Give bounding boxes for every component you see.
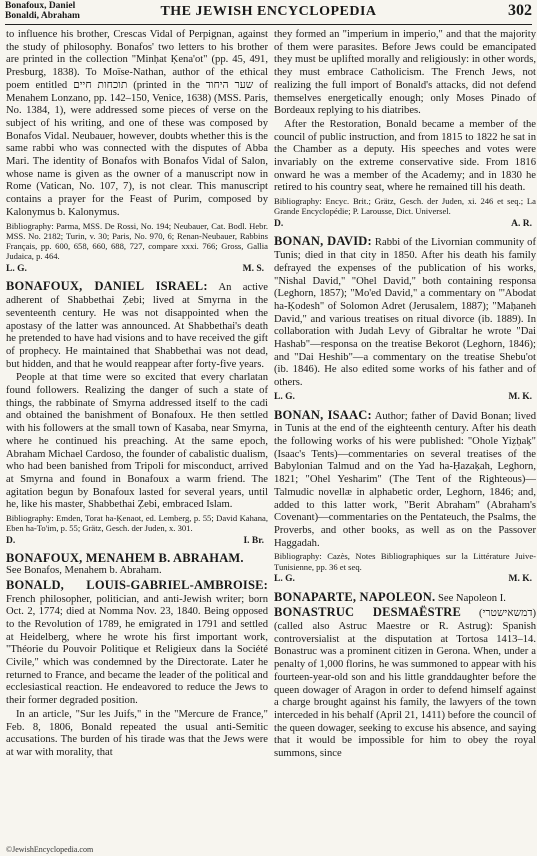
bibliography: Bibliography: Encyc. Brit.; Grätz, Gesch. der Juden, xi. 246 et seq.; La Grande Encyclopédie; P. Larousse, Dict. Universel. (274, 196, 536, 217)
author-signature: D. I. Br. (6, 535, 264, 546)
page-number: 302 (508, 2, 532, 19)
entry-headword: BONASTRUC DESMAËSTRE (274, 605, 462, 620)
bibliography: Bibliography: Cazès, Notes Bibliographiques sur la Littérature Juive-Tunisienne, pp. 36 et seq. (274, 551, 536, 572)
entry-text: Rabbi of the Livornian community of Tunis; died in that city in 1850. After his death his family defrayed the expenses of the publication of his works, "Nishal David," "Ohel David," both containing responsa (Leghorn, 1857); "Mo'ed David," a commentary on "'Abodat ha-Ḳodesh" of Solomon Adret (Jerusalem, 1887); "Maḥaneh David," and various treatises on ritual divorce (ib. 1889). In collaboration with Judah Levy of Gibraltar he wrote "Dai Hashab"—responsa on the treatise Bekorot (Leghorn, 1846); and "Dai Heshib"—a commentary on the treatise Shebu'ot (ib. 1846). He also edited some works of his father and of others. (274, 237, 536, 389)
entry-bonaparte-napoleon (274, 591, 536, 606)
entry-headword: BONAN, ISAAC: (274, 407, 372, 422)
author-signature: L. G. M. K. (274, 573, 532, 584)
entry-text: French philosopher, politician, and anti-Jewish writer; born Oct. 2, 1774; died at Nomma Nov. 23, 1840. Being opposed to the Revolution of 1789, he emigrated in 1791 and settled at Heidelberg, where he wrote his first important work, "Théorie du Pouvoir Politique et Religieux dans la Société Civile," which was condemned by the Directorate. Later he returned to France, and became the leader of the political and ecclesiastical reaction. He endeavored to reduce the Jews to their former degraded position. (6, 593, 268, 707)
entry-bonald (6, 579, 268, 708)
entry-headword: BONALD, LOUIS-GABRIEL-AMBROISE: (6, 577, 268, 592)
guide-word-last: Bonaldi, Abraham (5, 11, 80, 21)
left-column (6, 29, 268, 761)
copyright-footer: ©JewishEncyclopedia.com (6, 845, 94, 854)
hebrew-name: (דמשאישטרי) (461, 608, 536, 620)
entry-headword: BONAPARTE, NAPOLEON. (274, 589, 436, 604)
right-column (274, 29, 536, 762)
page-header (5, 0, 532, 25)
entry-paragraph: After the Restoration, Bonald became a member of the council of public instruction, and from 1815 to 1822 he sat in the Chamber as a deputy. His speeches and votes were invariably on the extreme conservative side. From 1816 onward he was a member of the Academy; and in 1830 he retired to his country seat, where he remained till his death. (274, 118, 536, 194)
entry-headword: BONAN, DAVID: (274, 234, 372, 249)
entry-text: An active adherent of Shabbethai Ẓebi; lived at Smyrna in the seventeenth century. He was not disappointed when the apostasy of the latter was announced. At Shabbethai's death he pretended to have had visions and to have received the gift of prophecy. He maintained that Shabbethai was not dead, but hidden, and that he would reappear after forty-five years. (6, 282, 269, 370)
author-signature: L. G. M. K. (274, 391, 532, 402)
author-signature: D. A. R. (274, 218, 532, 229)
continued-paragraph: to influence his brother, Crescas Vidal of Perpignan, against the study of philosophy. Bonafos' two letters to his brother are printed in the collection "Minḥat Ḳena'ot" (pp. 45, 491, Presburg, 1838). To Moïse-Nathan, author of the ethical poem entitled תוכחות חיים (printed in the שער היחוד of Menahem Lonzano, pp. 142–150, Venice, 1638) (MSS. Paris, No. 1384, 1), were addressed some pieces of verse on the subject of his writing, and one of these was composed by Bonafos Vidal. Neubauer, however, doubts whether this is the same rabbi who was connected with the disputes of Abba Mari. The identity of Bonafos with Bonafos Vidal of Salon, whose name is given as the owner of a manuscript now in Rome (Vatican, No. 107, 7), is not clear. This manuscript contains a prayer for the Feast of Purim, composed by Kalonymus b. Kalonymus. (6, 29, 269, 218)
entry-text: (called also Astruc Maestre or R. Astrug): Spanish controversialist at the disputation at Tortosa 1413–14. Bonastruc was a prominent citizen in Gerona. When, under a penalty of 1,000 florins, he was summoned to appear with his fourteen-year-old son and his little granddaughter before the queen dowager of Aragon in order to defend himself against a charge brought against his family, the lawyers of the town interceded in his behalf (April 21, 1411) before the council of the queen dowager, seeking to excuse his absence, and saying that it would be impossible for him to obey the royal summons, since (274, 621, 536, 760)
author-signature: L. G. M. S. (6, 263, 264, 274)
bibliography: Bibliography: Parma, MSS. De Rossi, No. 194; Neubauer, Cat. Bodl. Hebr. MSS. No. 2182; Turin, v. 30; Paris, No. 970, 6; Renan-Neubauer, Rabbins Français, pp. 600, 658, 660, 688, 727, compare xxxi. 766; Gross, Gallia Judaica, p. 464. (6, 220, 268, 262)
bibliography: Bibliography: Emden, Torat ha-Ḳenaot, ed. Lemberg, p. 55; David Kahana, Eben ha-To'im, p. 55; Grätz, Gesch. der Juden, x. 301. (6, 513, 268, 534)
entry-headword: BONAFOUX, DANIEL ISRAEL: (6, 279, 208, 294)
continued-paragraph: they formed an "imperium in imperio," and that the majority of them were parasites. Before Jews could be emancipated they must be uplifted morally and religiously: in other words, they must embrace Catholicism. The French Jews, not realizing the full import of Bonald's attacks, did not defend themselves energetically enough; only Moses Pinado of Bordeaux replying to his diatribes. (274, 29, 536, 117)
entry-bonastruc-desmaestre (274, 606, 536, 760)
entry-paragraph: In an article, "Sur les Juifs," in the "Mercure de France," Feb. 8, 1806, Bonald repeated the usual anti-Semitic accusations. The burden of his tirade was that the Jews were at war with morality, that (6, 708, 268, 758)
entry-bonan-isaac (274, 409, 536, 551)
encyclopedia-title: THE JEWISH ENCYCLOPEDIA (160, 4, 377, 19)
guide-word-first: Bonafoux, Daniel (5, 1, 76, 11)
entry-bonan-david (274, 235, 536, 389)
entry-headword: BONAFOUX, MENAHEM B. ABRAHAM. (6, 551, 244, 566)
entry-bonafoux-daniel-israel (6, 280, 268, 371)
cross-reference: See Bonafos, Menahem b. Abraham. (6, 565, 162, 577)
cross-reference: See Napoleon I. (435, 592, 506, 604)
entry-paragraph: People at that time were so excited that every charlatan found followers. Realizing the danger of such a state of things, the rabbinate of Smyrna addressed itself to the cadi and obtained the banishment of Bonafoux. He then settled with his followers at the small town of Kasaba, near Smyrna, where he continued his preaching. At the same epoch, Abraham Michael Cardoso, the founder of cabalistic dualism, who had been banished from Tripoli for misconduct, arrived at Smyrna and found in Bonafoux a warm friend. The agitation begun by Bonafoux lasted for several years, until he, like his master, Shabbethai Ẓebi, embraced Islam. (6, 372, 268, 511)
entry-text: Author; father of David Bonan; lived in Tunis at the end of the eighteenth century. After his death the following works of his were published: "Ohole Yiẓḥaḳ" (Isaac's Tents)—commentaries on several treatises of the Babylonian Talmud and on the Yad ha-Ḥazaḳah, Leghorn, 1821; "Ohel Yesharim" (The Tent of the Righteous)—Talmudic novellæ in alphabetic order, Leghorn, 1846; and, added to this latter work, "Berit Abraham" (Abraham's Covenant)—commentaries on the Pentateuch, the Psalms, the Proverbs, and other books, as well as on the Passover Haggadah. (274, 410, 536, 549)
